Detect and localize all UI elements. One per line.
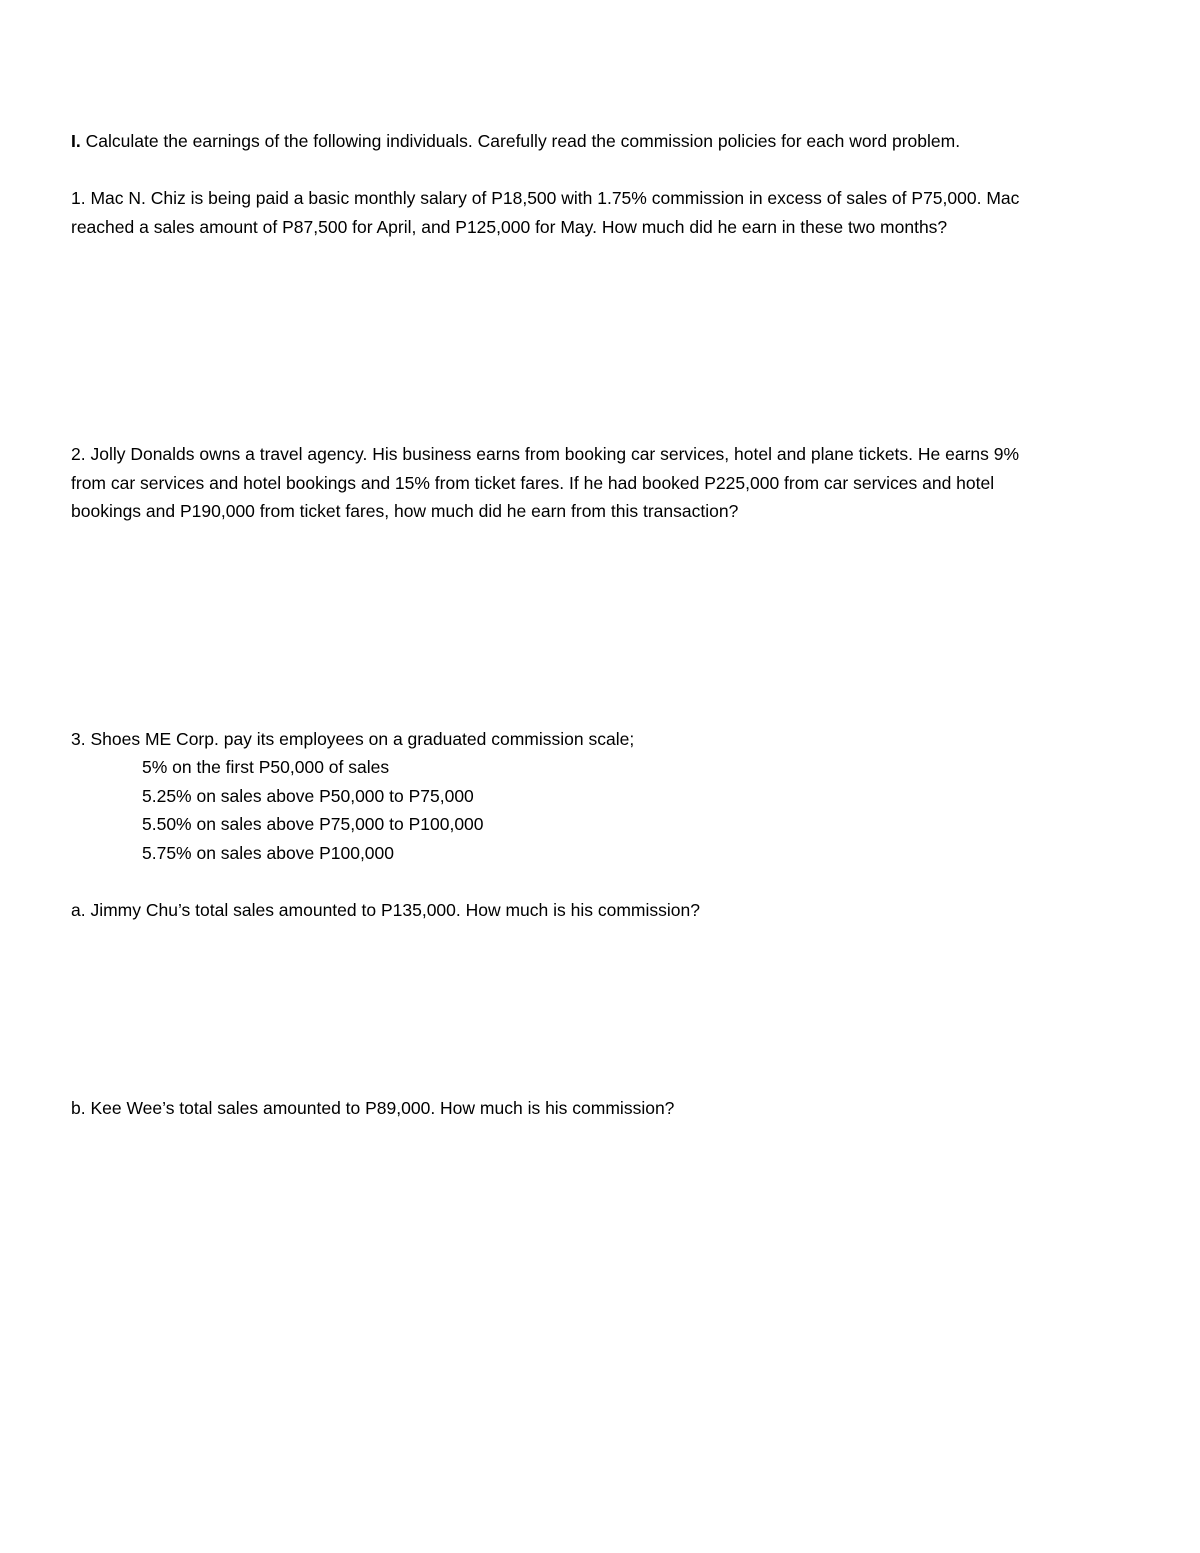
- commission-scale-list: [142, 753, 484, 867]
- instructions-text: Calculate the earnings of the following individuals. Carefully read the commission policies for each word problem.: [80, 131, 961, 151]
- commission-tier: 5.25% on sales above P50,000 to P75,000: [142, 785, 474, 806]
- commission-tier: 5% on the first P50,000 of sales: [142, 757, 390, 777]
- problem-1-line-2: reached a sales amount of P87,500 for April, and P125,000 for May. How much did he earn in these two months?: [71, 216, 948, 237]
- problem-3a: [71, 896, 1131, 925]
- instructions: [71, 127, 1131, 156]
- problem-2: [71, 440, 1131, 526]
- problem-2-line-3: bookings and P190,000 from ticket fares, how much did he earn from this transaction?: [71, 501, 739, 521]
- problem-3-intro: [71, 725, 1131, 754]
- section-number: I.: [71, 131, 81, 151]
- instructions-line: [71, 127, 1131, 156]
- problem-2-line-2: from car services and hotel bookings and 15% from ticket fares. If he had booked P225,000 from car services and hotel: [71, 472, 995, 493]
- problem-1-line-1: 1. Mac N. Chiz is being paid a basic monthly salary of P18,500 with 1.75% commission in excess of sales of P75,000. Mac: [71, 188, 1020, 208]
- commission-tier: 5.50% on sales above P75,000 to P100,000: [142, 814, 484, 834]
- problem-2-line-1: 2. Jolly Donalds owns a travel agency. His business earns from booking car services, hotel and plane tickets. He earns 9%: [71, 444, 1020, 464]
- problem-3b-line: b. Kee Wee’s total sales amounted to P89,000. How much is his commission?: [71, 1098, 675, 1118]
- problem-3b: [71, 1094, 1131, 1123]
- problem-1: [71, 184, 1131, 241]
- commission-tier: 5.75% on sales above P100,000: [142, 842, 394, 863]
- problem-3-intro-line: 3. Shoes ME Corp. pay its employees on a graduated commission scale;: [71, 729, 635, 749]
- problem-3a-line: a. Jimmy Chu’s total sales amounted to P135,000. How much is his commission?: [71, 900, 700, 920]
